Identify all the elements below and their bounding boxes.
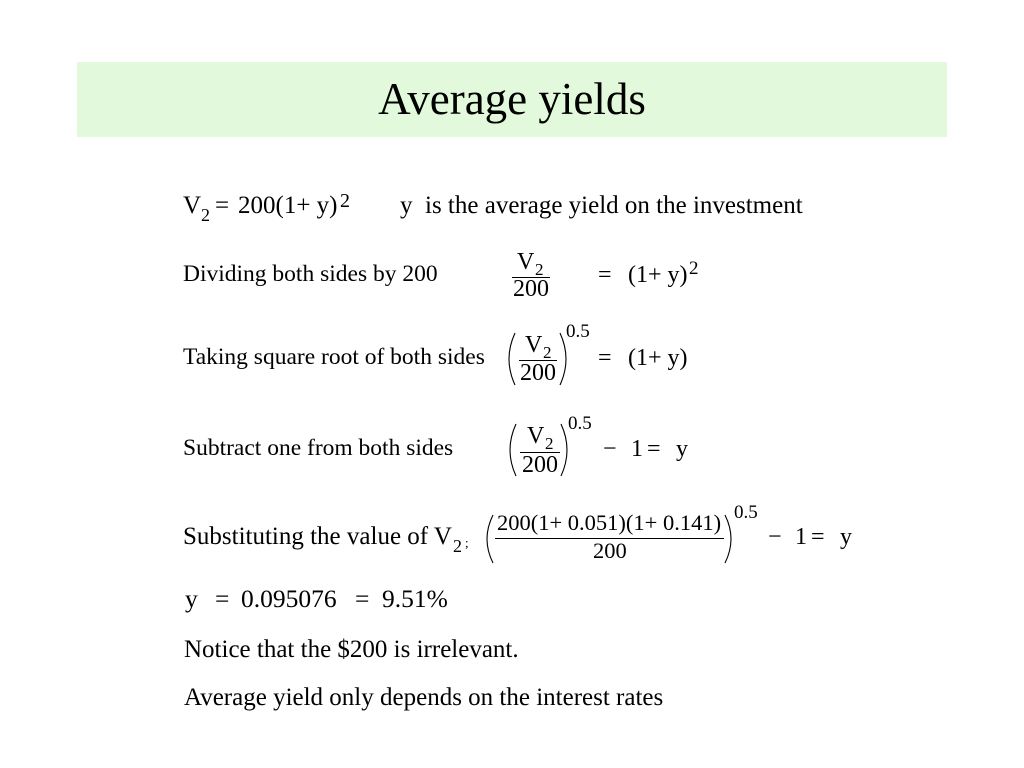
step4-denominator: 200 xyxy=(593,538,627,563)
step3-exponent: 0.5 xyxy=(568,413,592,434)
step2-numerator: V xyxy=(525,332,543,358)
step3-y: y xyxy=(676,436,688,462)
step2-exponent: 0.5 xyxy=(566,321,590,342)
step1-denominator: 200 xyxy=(513,276,549,302)
note-depends: Average yield only depends on the interest rates xyxy=(184,684,664,711)
step4-label-punct: ; xyxy=(465,535,469,550)
step1-numerator-subscript: 2 xyxy=(535,260,544,279)
step3-numerator-subscript: 2 xyxy=(545,434,554,453)
step4-one: 1 xyxy=(795,524,807,550)
slide-title: Average yields xyxy=(378,74,646,125)
eq1-rhs-exponent: 2 xyxy=(340,190,350,212)
step3-denominator: 200 xyxy=(522,452,558,478)
step2-label: Taking square root of both sides xyxy=(183,344,485,370)
eq1-v-subscript: 2 xyxy=(201,205,210,225)
step2-denominator: 200 xyxy=(520,360,556,386)
result-percent: 9.51% xyxy=(382,584,448,613)
eq1-rhs: 200(1+ y) xyxy=(238,192,338,219)
result-equals-1: = xyxy=(215,584,230,613)
step1-equals: = xyxy=(598,262,612,288)
step2-equals: = xyxy=(598,345,612,371)
step4-exponent: 0.5 xyxy=(734,502,758,523)
step3-minus: − xyxy=(603,436,617,462)
step4-numerator: 200(1+ 0.051)(1+ 0.141) xyxy=(497,510,722,535)
step1-rhs: (1+ y) xyxy=(628,262,688,288)
step4-minus: − xyxy=(768,524,782,550)
step4-y: y xyxy=(840,524,852,550)
eq1-equals: = xyxy=(215,192,230,219)
step3-label: Subtract one from both sides xyxy=(183,435,454,461)
result-equals-2: = xyxy=(355,584,370,613)
step1-label: Dividing both sides by 200 xyxy=(183,261,438,287)
step3-one: 1 xyxy=(631,436,643,462)
result-y: y xyxy=(185,584,198,613)
step1-numerator: V xyxy=(517,249,535,275)
note-irrelevant: Notice that the $200 is irrelevant. xyxy=(184,636,519,663)
step3-numerator: V xyxy=(527,423,545,449)
step3-right-paren xyxy=(561,424,567,476)
step4-label-subscript: 2 xyxy=(453,536,462,556)
step2-numerator-subscript: 2 xyxy=(543,343,552,362)
eq1-v: V xyxy=(183,192,202,219)
result-decimal: 0.095076 xyxy=(241,584,337,613)
eq1-note: y is the average yield on the investment xyxy=(400,192,803,219)
step3-left-paren xyxy=(510,424,516,476)
step2-left-paren xyxy=(509,333,515,385)
step4-right-paren xyxy=(725,515,731,563)
step3-equals: = xyxy=(647,436,661,462)
step1-rhs-exponent: 2 xyxy=(689,258,699,279)
step4-label: Substituting the value of V xyxy=(183,523,452,550)
step4-left-paren xyxy=(487,515,493,563)
step2-rhs: (1+ y) xyxy=(628,345,688,371)
step4-equals: = xyxy=(811,524,825,550)
title-banner xyxy=(77,62,947,137)
